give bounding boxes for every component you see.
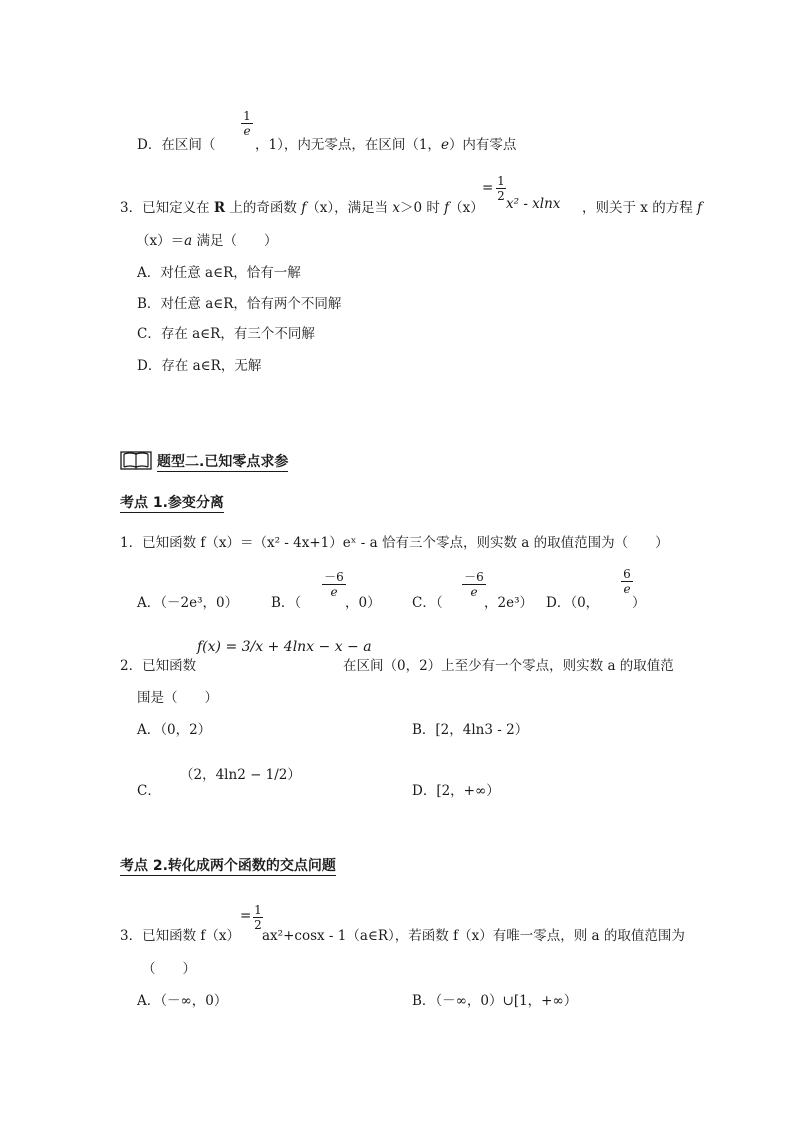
q2-option-c-label: C． [137, 783, 161, 799]
q1-option-a: A．（－2e³，0） [137, 595, 239, 611]
question-3-tail: ，则关于 x 的方程 f [582, 200, 702, 216]
book-icon [120, 449, 152, 475]
key-point-2-title: 考点 2.转化成两个函数的交点问题 [120, 858, 336, 874]
fraction-6-over-e: $\frac{6}{e}$ [621, 567, 633, 596]
q1-option-c-prefix: C．（ [412, 595, 443, 611]
q1-option-b-prefix: B．（ [271, 595, 302, 611]
equals-sign-b: = [240, 908, 252, 924]
option-d: D．存在 a∈R，无解 [137, 358, 262, 374]
q2-option-c-expr: （2，4ln2 − 1/2） [180, 767, 301, 783]
fraction-neg-6-over-e-c: $\frac{-6}{e}$ [462, 570, 486, 599]
question-2-text: 在区间（0，2）上至少有一个零点，则实数 a 的取值范 [343, 658, 674, 674]
question-3b-expr: ax²+cosx - 1（a∈R），若函数 f（x）有唯一零点，则 a 的取值范围为 [262, 928, 685, 944]
q2-option-b: B．[2，4ln3 - 2） [412, 722, 529, 738]
q1-option-c-suffix: ，2e³） [484, 595, 533, 611]
question-3b-number: 3．已知函数 f（x） [120, 928, 240, 944]
section-title: 题型二.已知零点求参 [157, 454, 289, 470]
option-d-prefix: D．在区间（ [137, 137, 216, 153]
q2-option-a: A．（0，2） [137, 722, 212, 738]
q1-option-d-suffix: ） [632, 595, 646, 611]
option-b: B．对任意 a∈R，恰有两个不同解 [137, 296, 342, 312]
question-3-odd-function: 3．已知定义在 R 上的奇函数 f（x），满足当 x＞0 时 f（x） [120, 200, 484, 216]
q3b-option-b: B．（－∞，0）∪[1，+∞） [412, 993, 578, 1009]
equals-sign: = [482, 180, 494, 196]
question-2-formula: f(x) = 3/x + 4lnx − x − a [197, 639, 372, 655]
fraction-1-over-e: $\frac{1}{e}$ [241, 109, 253, 138]
q1-option-d-prefix: D．（0， [546, 595, 600, 611]
top-option-d [137, 133, 215, 153]
question-3b-line2: （ ） [142, 961, 196, 977]
q3b-option-a: A．（－∞，0） [137, 993, 228, 1009]
question-2-line2: 围是（ ） [137, 690, 218, 706]
fraction-one-half: $\frac{1}{2}$ [497, 174, 505, 203]
question-3-line2: （x）＝a 满足（ ） [136, 233, 278, 249]
fraction-one-half-b: $\frac{1}{2}$ [254, 903, 262, 932]
q1-option-b-suffix: ，0） [345, 595, 381, 611]
fraction-neg-6-over-e: $\frac{-6}{e}$ [322, 570, 346, 599]
question-1: 1．已知函数 f（x）＝（x² - 4x+1）eˣ - a 恰有三个零点，则实数 a 的取值范围为（ ） [120, 535, 669, 551]
option-c: C．存在 a∈R，有三个不同解 [137, 326, 315, 342]
q2-option-d: D．[2，+∞） [412, 783, 500, 799]
question-2-number: 2．已知函数 [120, 658, 197, 674]
key-point-1-title: 考点 1.参变分离 [120, 495, 224, 511]
top-option-d-suffix: ，1），内无零点，在区间（1，e）内有零点 [255, 137, 517, 153]
function-expression: x² - xlnx [506, 196, 561, 212]
option-a: A．对任意 a∈R，恰有一解 [137, 265, 301, 281]
